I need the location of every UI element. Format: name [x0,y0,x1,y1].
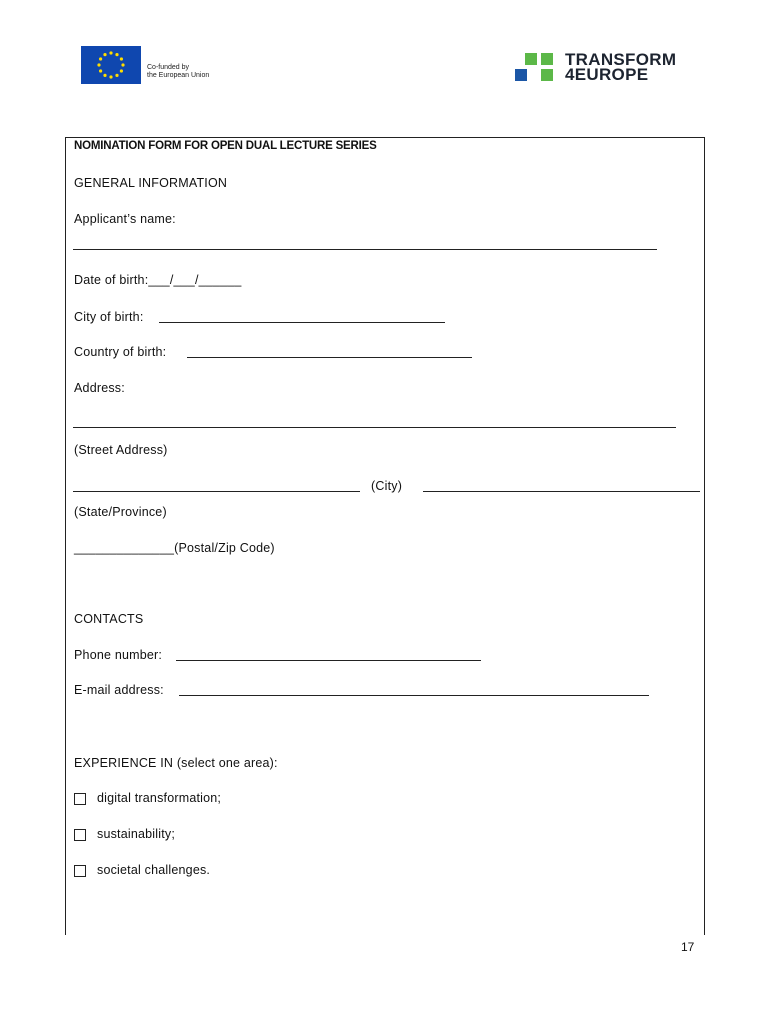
email-address-label: E-mail address: [74,683,164,697]
applicant-name-label: Applicant’s name: [74,212,176,226]
eu-flag-icon [81,46,141,84]
eu-caption [147,64,209,80]
sustainability-label: sustainability; [97,827,176,841]
eu-cofunded-logo [81,46,209,84]
date-of-birth-label: Date of birth:___/___/______ [74,273,242,287]
state-province-field[interactable] [423,491,700,492]
city-of-birth-field[interactable] [159,322,445,323]
eu-caption-line1: Co-funded by [147,64,190,71]
city-field[interactable] [73,491,360,492]
societal-challenges-label: societal challenges. [97,863,211,877]
street-address-field[interactable] [73,427,676,428]
societal-challenges-checkbox[interactable] [74,865,86,877]
phone-number-field[interactable] [176,660,481,661]
sustainability-checkbox[interactable] [74,829,86,841]
digital-transformation-label: digital transformation; [97,791,222,805]
street-address-caption: (Street Address) [74,443,168,457]
eu-caption-line2: the European Union [147,72,210,79]
transform4europe-logo [515,52,676,82]
page-number: 17 [681,940,695,954]
experience-heading: EXPERIENCE IN (select one area): [74,756,278,770]
address-label: Address: [74,381,125,395]
city-of-birth-label: City of birth: [74,310,144,324]
general-info-heading: GENERAL INFORMATION [74,176,228,190]
country-of-birth-label: Country of birth: [74,345,167,359]
email-address-field[interactable] [179,695,649,696]
country-of-birth-field[interactable] [187,357,472,358]
t4e-line1: TRANSFORM [565,50,677,69]
form-title: NOMINATION FORM FOR OPEN DUAL LECTURE SERIES [74,140,377,152]
state-province-caption: (State/Province) [74,505,167,519]
phone-number-label: Phone number: [74,648,163,662]
t4e-line2: 4EUROPE [565,65,649,84]
applicant-name-field[interactable] [73,249,657,250]
contacts-heading: CONTACTS [74,612,144,626]
city-caption: (City) [371,479,403,493]
postal-code-label: ______________(Postal/Zip Code) [74,541,275,555]
transform4europe-mark-icon [515,53,557,81]
nomination-form [65,137,705,935]
digital-transformation-checkbox[interactable] [74,793,86,805]
transform4europe-wordmark [565,52,676,82]
